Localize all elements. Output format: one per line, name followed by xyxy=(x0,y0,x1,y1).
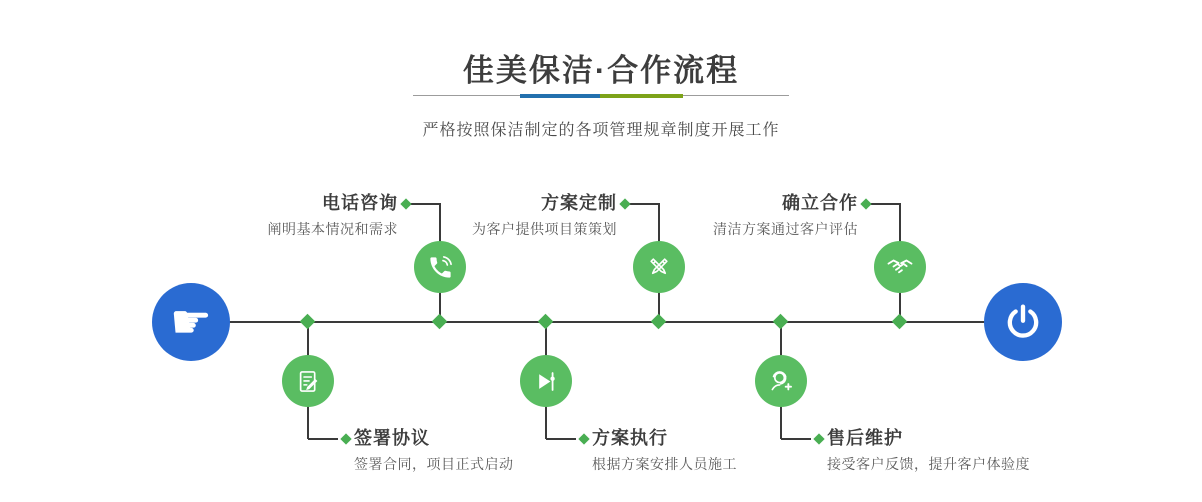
connector-horizontal xyxy=(546,438,576,440)
step-desc: 根据方案安排人员施工 xyxy=(592,456,737,472)
step-title: 签署协议 xyxy=(354,428,430,448)
step-desc: 签署合同，项目正式启动 xyxy=(354,456,514,472)
section-subtitle: 严格按照保洁制定的各项管理规章制度开展工作 xyxy=(422,122,780,139)
step-title: 方案定制 xyxy=(541,193,617,213)
handshake-icon xyxy=(885,252,915,282)
step-icon-circle xyxy=(282,355,334,407)
step-icon-circle xyxy=(633,241,685,293)
document-sign-icon xyxy=(295,368,322,395)
pointing-hand-icon: ☛ xyxy=(169,294,213,350)
phone-icon xyxy=(427,254,454,281)
headset-plus-icon xyxy=(767,367,795,395)
step-icon-circle xyxy=(414,241,466,293)
timeline-node-diamond xyxy=(538,314,554,330)
start-endpoint-circle xyxy=(152,283,230,361)
timeline-node-diamond xyxy=(300,314,316,330)
connector-horizontal xyxy=(629,203,659,205)
end-endpoint-circle xyxy=(984,283,1062,361)
crossed-pencils-icon xyxy=(645,253,673,281)
step-label xyxy=(268,193,399,238)
step-title: 售后维护 xyxy=(827,428,903,448)
connector-horizontal xyxy=(870,203,900,205)
step-label xyxy=(354,428,514,473)
label-diamond xyxy=(578,433,589,444)
step-title: 确立合作 xyxy=(782,193,858,213)
label-diamond xyxy=(619,198,630,209)
play-slider-icon xyxy=(533,368,560,395)
step-label xyxy=(592,428,737,473)
step-title: 方案执行 xyxy=(592,428,668,448)
timeline-node-diamond xyxy=(432,314,448,330)
connector-horizontal xyxy=(781,438,811,440)
step-desc: 为客户提供项目策策划 xyxy=(472,221,617,237)
label-diamond xyxy=(860,198,871,209)
step-label xyxy=(713,193,858,238)
label-diamond xyxy=(813,433,824,444)
step-desc: 接受客户反馈，提升客户体验度 xyxy=(827,456,1030,472)
connector-horizontal xyxy=(410,203,440,205)
power-icon xyxy=(1003,302,1043,342)
step-icon-circle xyxy=(520,355,572,407)
step-icon-circle xyxy=(755,355,807,407)
step-label xyxy=(472,193,617,238)
timeline-node-diamond xyxy=(651,314,667,330)
step-title: 电话咨询 xyxy=(322,193,398,213)
step-desc: 阐明基本情况和需求 xyxy=(267,221,398,237)
timeline-node-diamond xyxy=(773,314,789,330)
connector-horizontal xyxy=(308,438,338,440)
step-desc: 清洁方案通过客户评估 xyxy=(713,221,858,237)
step-icon-circle xyxy=(874,241,926,293)
page-title: 佳美保洁·合作流程 xyxy=(462,53,740,88)
label-diamond xyxy=(400,198,411,209)
label-diamond xyxy=(340,433,351,444)
timeline-node-diamond xyxy=(892,314,908,330)
step-label xyxy=(827,428,1030,473)
